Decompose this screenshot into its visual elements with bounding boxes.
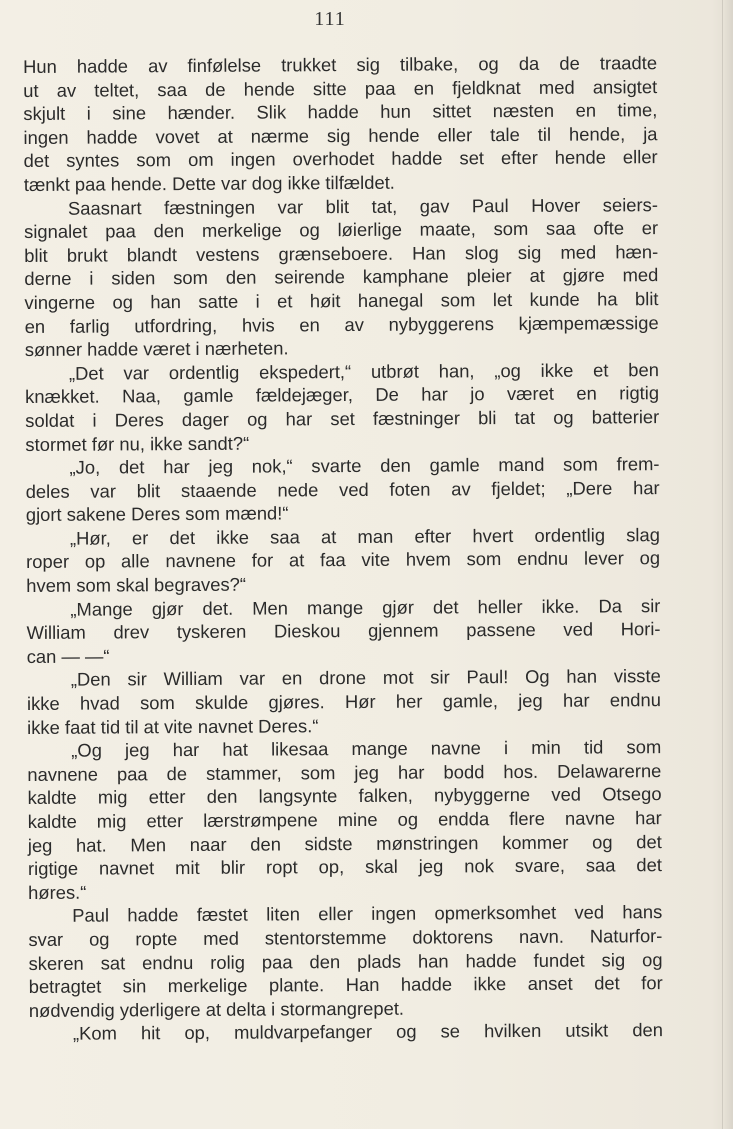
text-line: „Og jeg har hat likesaa mange navne i min tid som (71, 736, 662, 761)
text-line: kaldte mig etter den langsynte falken, nybyggerne ved Otsego (27, 783, 662, 809)
text-line: betragtet sin merkelige plante. Han hadde ikke anset det for (28, 972, 663, 998)
text-line: Hun hadde av finfølelse trukket sig tilbake, og da de traadte (23, 52, 658, 77)
text-line: kaldte mig etter lærstrømpene mine og endda flere navne har (27, 807, 662, 832)
text-line: nødvendig yderligere at delta i stormangrepet. (28, 997, 405, 1021)
text-line: vingerne og han satte i et høit hanegal som let kunde ha blit (24, 288, 659, 313)
text-line: blit brukt blandt vestens grænseboere. Han slog sig med hæn- (24, 240, 659, 266)
text-line: „Mange gjør det. Men mange gjør det heller ikke. Da sir (70, 594, 661, 620)
text-line: „Kom hit op, muldvarpefanger og se hvilken utsikt den (72, 1019, 664, 1045)
text-line: Paul hadde fæstet liten eller ingen opmerksomhet ved hans (72, 901, 663, 927)
text-line: ut av teltet, saa de hende sitte paa en fjeldknat med ansigtet (23, 75, 658, 101)
text-line: derne i siden som den seirende kamphane pleier at gjøre med (24, 264, 659, 290)
page-edge (722, 0, 733, 1129)
text-line: roper op alle navnene for at faa vite hvem som endnu lever og (26, 547, 661, 573)
text-line: William drev tyskeren Dieskou gjennem passene ved Hori- (26, 618, 661, 644)
text-line: en farlig utfordring, hvis en av nybyggerens kjæmpemæssige (24, 311, 659, 337)
text-line: Saasnart fæstningen var blit tat, gav Paul Hover seiers- (67, 193, 658, 219)
text-line: signalet paa den merkelige og løierlige maate, som saa ofte er (24, 217, 659, 243)
text-line: gjort sakene Deres som mænd!“ (25, 502, 289, 526)
page-number: 111 (314, 8, 346, 30)
text-line: knækket. Naa, gamle fældejæger, De har jo været en rigtig (25, 382, 660, 408)
text-line: svar og ropte med stentorstemme doktorens navn. Naturfor- (28, 925, 663, 950)
text-line: „Det var ordentlig ekspedert,“ utbrøt han, „og ikke et ben (68, 358, 659, 384)
text-line: can — —“ (26, 645, 110, 667)
text-line: skjult i sine hænder. Slik hadde hun sittet næsten en time, (23, 99, 658, 125)
text-line: ingen hadde vovet at nærme sig hende eller tale til hende, ja (23, 122, 658, 148)
text-line: rigtige navnet mit blir ropt op, skal jeg nok svare, saa det (27, 854, 663, 880)
text-line: ikke faat tid til at vite navnet Deres.“ (27, 714, 319, 738)
text-line: deles var blit staaende nede ved foten av fjeldet; „Dere har (25, 476, 660, 502)
text-line: soldat i Deres dager og har set fæstninger bli tat og batterier (25, 406, 660, 431)
text-line: det syntes som om ingen overhodet hadde set efter hende eller (23, 146, 658, 172)
text-line: ikke hvad som skulde gjøres. Hør her gamle, jeg har endnu (26, 689, 662, 715)
text-line: tænkt paa hende. Dette var dog ikke tilfældet. (23, 171, 395, 195)
text-line: høres.“ (28, 881, 87, 903)
text-line: sønner hadde været i nærheten. (24, 337, 289, 361)
text-line: „Hør, er det ikke saa at man efter hvert ordentlig slag (69, 523, 661, 549)
text-line: stormet før nu, ikke sandt?“ (25, 432, 250, 455)
body-text (23, 51, 663, 1046)
text-line: „Den sir William var en drone mot sir Paul! Og han visste (70, 665, 661, 691)
text-line: skeren sat endnu rolig paa den plads han hadde fundet sig og (28, 948, 663, 974)
text-line: „Jo, det har jeg nok,“ svarte den gamle mand som frem- (69, 453, 660, 478)
text-line: navnene paa de stammer, som jeg har bodd hos. Delawarerne (27, 759, 662, 785)
text-line: hvem som skal begraves?“ (26, 573, 247, 597)
text-line: jeg hat. Men naar den sidste mønstringen kommer og det (27, 830, 662, 856)
